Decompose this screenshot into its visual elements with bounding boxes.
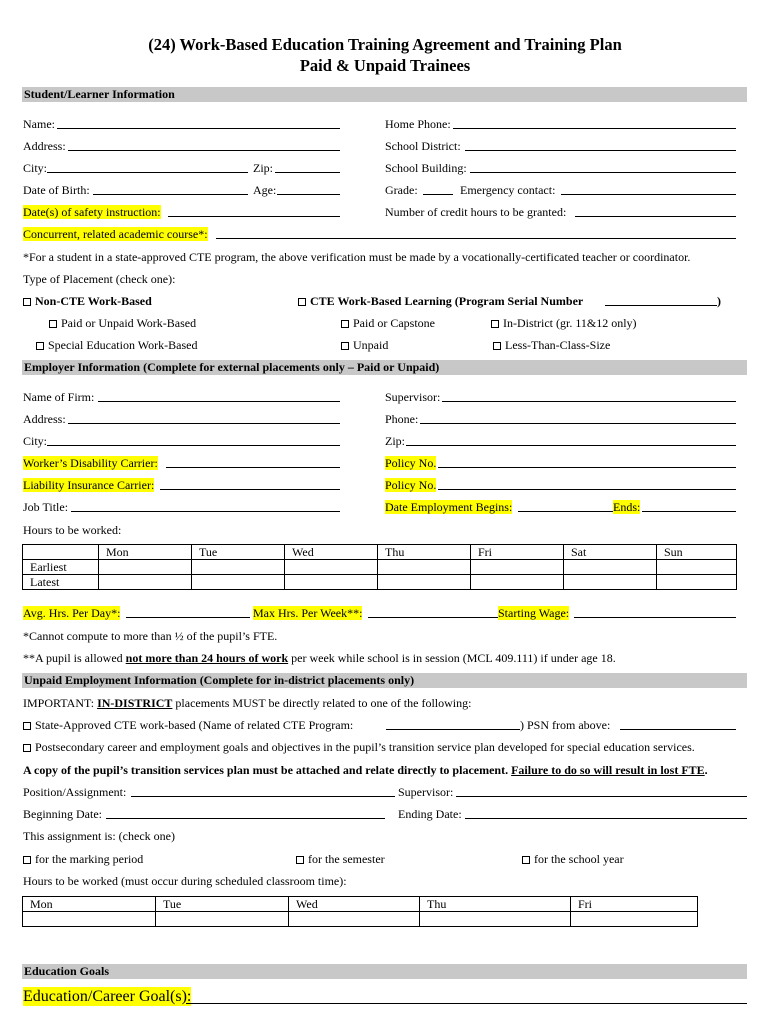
cte-learning-label: CTE Work-Based Learning (Program Serial Number — [310, 294, 584, 308]
phone-label: Phone: — [385, 412, 419, 426]
hours-cell[interactable] — [289, 912, 420, 927]
school-building-field[interactable] — [470, 172, 736, 173]
dob-field[interactable] — [93, 194, 248, 195]
note-text: IMPORTANT: — [23, 696, 98, 710]
employer-zip-label: Zip: — [385, 434, 405, 448]
school-year-option[interactable] — [522, 852, 624, 866]
employer-address-label: Address: — [23, 412, 66, 426]
note-emphasis: IN-DISTRICT — [97, 696, 173, 710]
hours-cell[interactable] — [378, 575, 471, 590]
note-text: **A pupil is allowed — [23, 651, 126, 665]
emergency-label: Emergency contact: — [460, 183, 556, 197]
age-label: Age: — [253, 183, 277, 197]
assignment-label: This assignment is: (check one) — [23, 829, 175, 843]
date-begins-field[interactable] — [518, 511, 613, 512]
day-header: Wed — [289, 897, 420, 912]
education-section-header: Education Goals — [22, 964, 747, 979]
checkbox-icon[interactable] — [23, 744, 31, 752]
grade-field[interactable] — [423, 194, 453, 195]
paid-capstone-option[interactable] — [341, 316, 435, 330]
job-title-field[interactable] — [71, 511, 340, 512]
verification-note: *For a student in a state-approved CTE program, the above verification must be made by a vocationally-certificated teacher or coordinator. — [23, 250, 691, 264]
unpaid-section-header: Unpaid Employment Information (Complete for in-district placements only) — [22, 673, 747, 688]
hours-cell[interactable] — [657, 560, 737, 575]
in-district-option[interactable] — [491, 316, 637, 330]
paid-capstone-label: Paid or Capstone — [353, 316, 435, 330]
beginning-field[interactable] — [106, 818, 385, 819]
credit-hours-field[interactable] — [575, 216, 736, 217]
day-header: Thu — [420, 897, 571, 912]
disability-label: Worker’s Disability Carrier: — [23, 456, 158, 470]
avg-hrs-label: Avg. Hrs. Per Day*: — [23, 606, 121, 620]
marking-period-option[interactable] — [23, 852, 143, 866]
day-header: Sat — [564, 545, 657, 560]
career-goal-label: Education/Career Goal(s): — [23, 988, 192, 1005]
student-section-header: Student/Learner Information — [22, 87, 747, 102]
address-label: Address: — [23, 139, 66, 153]
hours-cell[interactable] — [471, 560, 564, 575]
notice-emphasis: Failure to do so will result in lost FTE — [511, 763, 705, 777]
ending-field[interactable] — [465, 818, 747, 819]
employer-address-field[interactable] — [68, 423, 340, 424]
hours-cell[interactable] — [420, 912, 571, 927]
hours-cell[interactable] — [657, 575, 737, 590]
state-approved-label: State-Approved CTE work-based (Name of related CTE Program: — [35, 718, 354, 732]
day-header: Mon — [99, 545, 192, 560]
less-than-class-option[interactable] — [493, 338, 610, 352]
home-phone-label: Home Phone: — [385, 117, 451, 131]
checkbox-icon[interactable] — [491, 320, 499, 328]
special-ed-option[interactable] — [36, 338, 197, 352]
city-label: City: — [23, 161, 48, 175]
school-year-label: for the school year — [534, 852, 624, 866]
unpaid-hours-table — [22, 896, 698, 927]
avg-hrs-field[interactable] — [126, 617, 250, 618]
address-field[interactable] — [68, 150, 340, 151]
employer-city-label: City: — [23, 434, 48, 448]
phone-field[interactable] — [420, 423, 736, 424]
name-field[interactable] — [57, 128, 340, 129]
checkbox-icon[interactable] — [23, 722, 31, 730]
zip-label: Zip: — [253, 161, 273, 175]
notice-text: . — [704, 763, 708, 777]
hours-cell[interactable] — [564, 560, 657, 575]
note-emphasis: not more than 24 hours of work — [125, 651, 289, 665]
concurrent-field[interactable] — [216, 238, 736, 239]
hours-cell[interactable] — [471, 575, 564, 590]
table-header-row — [23, 897, 698, 912]
less-than-class-label: Less-Than-Class-Size — [505, 338, 611, 352]
ends-field[interactable] — [642, 511, 736, 512]
postsecondary-option[interactable] — [23, 740, 695, 754]
date-begins-label: Date Employment Begins: — [385, 500, 513, 514]
policy2-field[interactable] — [438, 489, 736, 490]
hours-cell[interactable] — [571, 912, 698, 927]
non-cte-label: Non-CTE Work-Based — [35, 294, 152, 308]
employer-section-header: Employer Information (Complete for external placements only – Paid or Unpaid) — [22, 360, 747, 375]
hours-cell[interactable] — [23, 912, 156, 927]
copy-notice — [23, 763, 708, 777]
hours-label: Hours to be worked: — [23, 523, 122, 537]
checkbox-icon[interactable] — [296, 856, 304, 864]
checkbox-icon[interactable] — [522, 856, 530, 864]
employer-city-field[interactable] — [47, 445, 340, 446]
checkbox-icon[interactable] — [493, 342, 501, 350]
policy1-label: Policy No. — [385, 456, 437, 470]
unpaid-option[interactable] — [341, 338, 388, 352]
liability-field[interactable] — [160, 489, 340, 490]
state-approved-option[interactable] — [23, 718, 353, 732]
disability-field[interactable] — [166, 467, 340, 468]
policy1-field[interactable] — [438, 467, 736, 468]
day-header: Fri — [471, 545, 564, 560]
special-ed-label: Special Education Work-Based — [48, 338, 198, 352]
checkbox-icon[interactable] — [298, 298, 306, 306]
home-phone-field[interactable] — [453, 128, 736, 129]
checkbox-icon[interactable] — [23, 298, 31, 306]
supervisor-field[interactable] — [442, 401, 736, 402]
note-text: placements MUST be directly related to one of the following: — [172, 696, 472, 710]
cte-learning-option[interactable] — [298, 294, 583, 308]
position-field[interactable] — [131, 796, 395, 797]
important-note — [23, 696, 471, 710]
day-header: Tue — [192, 545, 285, 560]
table-corner-cell — [23, 545, 99, 560]
table-row — [23, 912, 698, 927]
hours-cell[interactable] — [192, 560, 285, 575]
hours-cell[interactable] — [564, 575, 657, 590]
checkbox-icon[interactable] — [341, 320, 349, 328]
max-hrs-label: Max Hrs. Per Week**: — [253, 606, 363, 620]
form-subtitle: Paid & Unpaid Trainees — [299, 56, 471, 75]
safety-field[interactable] — [168, 216, 340, 217]
age-field[interactable] — [277, 194, 340, 195]
city-field[interactable] — [47, 172, 248, 173]
note-text: per week while school is in session (MCL 409.111) if under age 18. — [288, 651, 616, 665]
dob-label: Date of Birth: — [23, 183, 90, 197]
day-header: Thu — [378, 545, 471, 560]
unpaid-hours-label: Hours to be worked (must occur during scheduled classroom time): — [23, 874, 347, 888]
checkbox-icon[interactable] — [23, 856, 31, 864]
career-goal-field[interactable] — [186, 1003, 747, 1004]
firm-field[interactable] — [98, 401, 340, 402]
semester-label: for the semester — [308, 852, 385, 866]
close-paren: ) — [717, 294, 721, 308]
postsecondary-label: Postsecondary career and employment goals and objectives in the pupil’s transition service plan developed for special education services. — [35, 740, 695, 754]
safety-label: Date(s) of safety instruction: — [23, 205, 161, 219]
form-title: (24) Work-Based Education Training Agreement and Training Plan — [148, 35, 622, 54]
school-district-field[interactable] — [465, 150, 736, 151]
employer-hours-table — [22, 544, 737, 590]
day-header: Tue — [156, 897, 289, 912]
hours-cell[interactable] — [99, 560, 192, 575]
name-label: Name: — [23, 117, 55, 131]
policy2-label: Policy No. — [385, 478, 437, 492]
hours-limit-note — [23, 651, 616, 665]
position-label: Position/Assignment: — [23, 785, 127, 799]
non-cte-option[interactable] — [23, 294, 152, 308]
psn-label: ) PSN from above: — [520, 718, 611, 732]
firm-label: Name of Firm: — [23, 390, 95, 404]
cte-program-field[interactable] — [386, 729, 520, 730]
checkbox-icon[interactable] — [36, 342, 44, 350]
fte-note: *Cannot compute to more than ½ of the pupil’s FTE. — [23, 629, 278, 643]
wage-label: Starting Wage: — [498, 606, 570, 620]
psn-field[interactable] — [620, 729, 736, 730]
unpaid-supervisor-field[interactable] — [456, 796, 747, 797]
school-building-label: School Building: — [385, 161, 467, 175]
job-title-label: Job Title: — [23, 500, 69, 514]
paid-unpaid-label: Paid or Unpaid Work-Based — [61, 316, 197, 330]
row-label: Earliest — [23, 560, 99, 575]
ends-label: Ends: — [613, 500, 641, 514]
beginning-label: Beginning Date: — [23, 807, 102, 821]
ending-label: Ending Date: — [398, 807, 462, 821]
day-header: Fri — [571, 897, 698, 912]
serial-number-field[interactable] — [605, 305, 717, 306]
in-district-label: In-District (gr. 11&12 only) — [503, 316, 637, 330]
day-header: Mon — [23, 897, 156, 912]
grade-label: Grade: — [385, 183, 418, 197]
checkbox-icon[interactable] — [341, 342, 349, 350]
hours-cell[interactable] — [192, 575, 285, 590]
row-label: Latest — [23, 575, 99, 590]
marking-period-label: for the marking period — [35, 852, 144, 866]
max-hrs-field[interactable] — [368, 617, 498, 618]
hours-cell[interactable] — [285, 560, 378, 575]
liability-label: Liability Insurance Carrier: — [23, 478, 155, 492]
table-header-row — [23, 545, 737, 560]
day-header: Wed — [285, 545, 378, 560]
school-district-label: School District: — [385, 139, 461, 153]
hours-cell[interactable] — [378, 560, 471, 575]
hours-cell[interactable] — [285, 575, 378, 590]
semester-option[interactable] — [296, 852, 385, 866]
table-row — [23, 575, 737, 590]
unpaid-supervisor-label: Supervisor: — [398, 785, 454, 799]
hours-cell[interactable] — [99, 575, 192, 590]
supervisor-label: Supervisor: — [385, 390, 441, 404]
day-header: Sun — [657, 545, 737, 560]
unpaid-label: Unpaid — [353, 338, 389, 352]
employer-zip-field[interactable] — [406, 445, 736, 446]
credit-hours-label: Number of credit hours to be granted: — [385, 205, 567, 219]
zip-field[interactable] — [275, 172, 340, 173]
emergency-field[interactable] — [561, 194, 736, 195]
notice-text: A copy of the pupil’s transition services plan must be attached and relate directly to placement. — [23, 763, 512, 777]
paid-unpaid-option[interactable] — [49, 316, 196, 330]
hours-cell[interactable] — [156, 912, 289, 927]
concurrent-label: Concurrent, related academic course*: — [23, 227, 208, 241]
checkbox-icon[interactable] — [49, 320, 57, 328]
wage-field[interactable] — [574, 617, 736, 618]
placement-type-label: Type of Placement (check one): — [23, 272, 176, 286]
table-row — [23, 560, 737, 575]
